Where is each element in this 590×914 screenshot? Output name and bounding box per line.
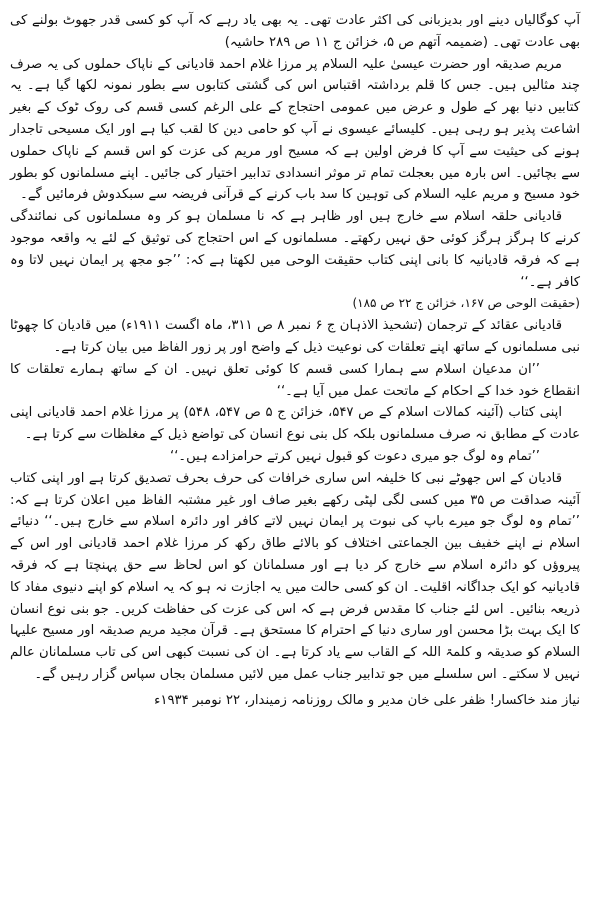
- paragraph-5: اپنی کتاب (آئینہ کمالات اسلام کے ص ۵۴۷، خزائن ج ۵ ص ۵۴۷، ۵۴۸) پر مرزا غلام احمد قادیانی اپنی عادت کے مطابق نہ صرف مسلمانوں بلکہ کل بنی نوع انسان کی تواضع ذیل کے مغلظات سے کرتا ہے۔: [10, 405, 580, 443]
- paragraph-6: قادیان کے اس جھوٹے نبی کا خلیفہ اس ساری خرافات کی حرف بحرف تصدیق کرتا ہے اور اپنی کتاب آئینہ صداقت ص ۳۵ میں کسی لگی لپٹی رکھے بغیر صاف اور غیر مشتبہ الفاظ میں اعلان کرتا ہے کہ: ’’تمام وہ لوگ جو میرے باپ کی نبوت پر ایمان نہیں لاتے کافر اور دائرہ اسلام سے خارج ہیں۔‘‘ دنیائے اسلام نے اپنے خفیف بین الجماعتی اختلاف کو بالائے طاق رکھ کر مرزا غلام احمد قادیانی اور اس کے پیروؤں کو دائرہ اسلام سے خارج کر دیا ہے اور مسلمانان کو اس لحاظ سے حق پہنچتا ہے کہ فرقہ قادیانیہ کو ایک جداگانہ اقلیت۔ ان کو کسی حالت میں یہ اجازت نہ ہو کہ یہ اسلام کو اپنے دنیوی مفاد کا ذریعہ بنائیں۔ اس لئے جناب کا مقدس فرض ہے کہ اس کی عزت کی حفاظت کریں۔ جو بنی نوع انسان کا ایک بہت بڑا محسن اور ساری دنیا کے احترام کا مستحق ہے۔ قرآن مجید مریم صدیقہ اور مسیح علیہا السلام کو صدیقہ و کلمۃ اللہ کے القاب سے یاد کرتا ہے۔ ان کی نسبت کبھی اس کی تاب مسلمانان عالم نہیں لا سکتے۔ اس سلسلے میں جو تدابیر جناب عمل میں لائیں مسلمان بجاں سپاس گزار رہیں گے۔: [10, 470, 581, 682]
- paragraph-1: آپ کوگالیاں دینے اور بدیزبانی کی اکثر عادت تھی۔ یہ بھی یاد رہے کہ آپ کو کسی قدر جھوٹ بولنے کی بھی عادت تھی۔ (ضمیمہ آتھم ص ۵، خزائن ج ۱۱ ص ۲۸۹ حاشیہ): [10, 13, 580, 50]
- quote-1: ’’ان مدعیان اسلام سے ہمارا کسی قسم کا کوئی تعلق نہیں۔ ان کے ساتھ ہمارے تعلقات کا انقطاع خود خدا کے احکام کے ماتحت عمل میں آیا ہے۔‘‘: [10, 361, 580, 399]
- paragraph-4: قادیانی عقائد کے ترجمان (تشحیذ الاذہان ج ۶ نمبر ۸ ص ۳۱۱، ماہ اگست ۱۹۱۱ء) میں قادیان کا چھوٹا نبی مسلمانوں کے ساتھ اپنے تعلقات کی نوعیت ذیل کے واضح اور پر زور الفاظ میں بیان کرتا ہے۔: [10, 318, 580, 355]
- paragraph-3: قادیانی حلقہ اسلام سے خارج ہیں اور ظاہر ہے کہ نا مسلمان ہو کر وہ مسلمانوں کی نمائندگی کرنے کا ہرگز ہرگز کوئی حق نہیں رکھتے۔ مسلمانوں کے اس احتجاج کی توثیق کے لئے یہ واقعہ موجود ہے کہ فرقہ قادیانیہ کا بانی اپنی کتاب حقیقت الوحی میں لکھتا ہے کہ: ’’جو مجھ پر ایمان نہیں لاتا وہ کافر ہے۔‘‘: [10, 209, 580, 290]
- paragraph-2: مریم صدیقہ اور حضرت عیسیٰ علیہ السلام پر مرزا غلام احمد قادیانی کے ناپاک حملوں کی یہ صرف چند مثالیں ہیں۔ جس کا قلم برداشتہ اقتباس اس کی گشتی کتابوں سے بطور نمونہ لکھا گیا ہے۔ یہ کتابیں دنیا بھر کے طول و عرض میں عمومی احتجاج کے علی الرغم کسی قسم کی روک ٹوک کے بغیر اشاعت پذیر ہو رہی ہیں۔ کلیسائے عیسوی نے آپ کو حامی دین کا لقب کیا ہے اور ایک مسیحی تاجدار ہونے کی حیثیت سے آپ کا فرض اولین ہے کہ مسیح اور مریم کی عزت کو اس قسم کے ناپاک حملوں سے بچائیں۔ اس بارہ میں بعجلت تمام تر موثر انسدادی تدابیر اختیار کی جائیں۔ اپنے مسلمانوں کو بطور خود مسیح و مریم علیہ السلام کی توہین کا سد باب کرنے کے قرآنی فریضہ سے سبکدوش فرمائیں گے۔: [10, 56, 580, 203]
- quote-2: ’’تمام وہ لوگ جو میری دعوت کو قبول نہیں کرتے حرامزادے ہیں۔‘‘: [170, 448, 540, 464]
- reference-line: (حقیقت الوحی ص ۱۶۷، خزائن ج ۲۲ ص ۱۸۵): [352, 296, 580, 311]
- signature-line: نیاز مند خاکسار! ظفر علی خان مدیر و مالک روزنامہ زمیندار، ۲۲ نومبر ۱۹۳۴ء: [154, 692, 580, 708]
